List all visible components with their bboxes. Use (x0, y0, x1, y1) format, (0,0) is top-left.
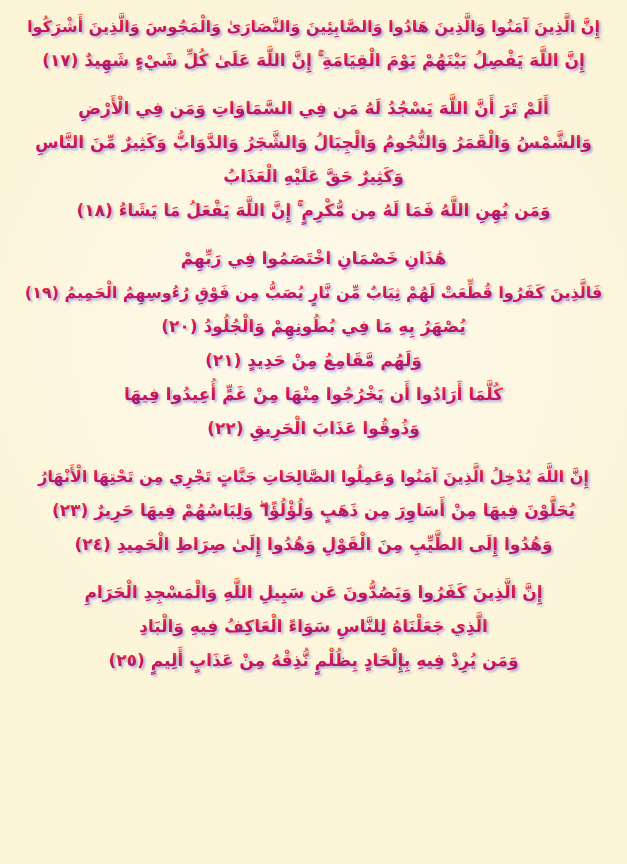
verse-line: هَٰذَانِ خَصْمَانِ اخْتَصَمُوا فِي رَبِّهِمْ (0, 242, 627, 276)
verse-line: فَالَّذِينَ كَفَرُوا قُطِّعَتْ لَهُمْ ثِيَابٌ مِّن نَّارٍ يُصَبُّ مِن فَوْقِ رُءُوسِهِمُ الْحَمِيمُ (١٩) (0, 276, 627, 310)
verse-line: يُصْهَرُ بِهِ مَا فِي بُطُونِهِمْ وَالْجُلُودُ (٢٠) (0, 310, 627, 344)
verse-line: وَمَن يُهِنِ اللَّهُ فَمَا لَهُ مِن مُّكْرِمٍ ۚ إِنَّ اللَّهَ يَفْعَلُ مَا يَشَاءُ (١٨) (0, 194, 627, 228)
verse-line: إِنَّ الَّذِينَ كَفَرُوا وَيَصُدُّونَ عَن سَبِيلِ اللَّهِ وَالْمَسْجِدِ الْحَرَامِ (0, 576, 627, 610)
verse-line: وَذُوقُوا عَذَابَ الْحَرِيقِ (٢٢) (0, 412, 627, 446)
verse-line: أَلَمْ تَرَ أَنَّ اللَّهَ يَسْجُدُ لَهُ مَن فِي السَّمَاوَاتِ وَمَن فِي الْأَرْضِ (0, 92, 627, 126)
verse-line: وَكَثِيرٌ حَقَّ عَلَيْهِ الْعَذَابُ (0, 160, 627, 194)
verse-line: الَّذِي جَعَلْنَاهُ لِلنَّاسِ سَوَاءً الْعَاكِفُ فِيهِ وَالْبَادِ (0, 610, 627, 644)
verse-line: وَلَهُم مَّقَامِعُ مِنْ حَدِيدٍ (٢١) (0, 344, 627, 378)
stanza-gap (0, 446, 627, 460)
verse-line: إِنَّ اللَّهَ يُدْخِلُ الَّذِينَ آمَنُوا وَعَمِلُوا الصَّالِحَاتِ جَنَّاتٍ تَجْرِي مِن تَحْتِهَا الْأَنْهَارُ (0, 460, 627, 494)
stanza-gap (0, 562, 627, 576)
stanza-gap (0, 228, 627, 242)
verse-line: يُحَلَّوْنَ فِيهَا مِنْ أَسَاوِرَ مِن ذَهَبٍ وَلُؤْلُؤًا ۖ وَلِبَاسُهُمْ فِيهَا حَرِيرٌ (٢٣) (0, 494, 627, 528)
stanza-gap (0, 78, 627, 92)
verse-line: إِنَّ الَّذِينَ آمَنُوا وَالَّذِينَ هَادُوا وَالصَّابِئِينَ وَالنَّصَارَىٰ وَالْمَجُوسَ وَالَّذِينَ أَشْرَكُوا (0, 10, 627, 44)
verse-line: وَالشَّمْسُ وَالْقَمَرُ وَالنُّجُومُ وَالْجِبَالُ وَالشَّجَرُ وَالدَّوَابُّ وَكَثِيرٌ مِّنَ النَّاسِ (0, 126, 627, 160)
verse-line: وَمَن يُرِدْ فِيهِ بِإِلْحَادٍ بِظُلْمٍ نُّذِقْهُ مِنْ عَذَابٍ أَلِيمٍ (٢٥) (0, 644, 627, 678)
verse-line: وَهُدُوا إِلَى الطَّيِّبِ مِنَ الْقَوْلِ وَهُدُوا إِلَىٰ صِرَاطِ الْحَمِيدِ (٢٤) (0, 528, 627, 562)
verse-line: كُلَّمَا أَرَادُوا أَن يَخْرُجُوا مِنْهَا مِنْ غَمٍّ أُعِيدُوا فِيهَا (0, 378, 627, 412)
verse-line: إِنَّ اللَّهَ يَفْصِلُ بَيْنَهُمْ يَوْمَ الْقِيَامَةِ ۚ إِنَّ اللَّهَ عَلَىٰ كُلِّ شَيْءٍ شَهِيدٌ (١٧) (0, 44, 627, 78)
